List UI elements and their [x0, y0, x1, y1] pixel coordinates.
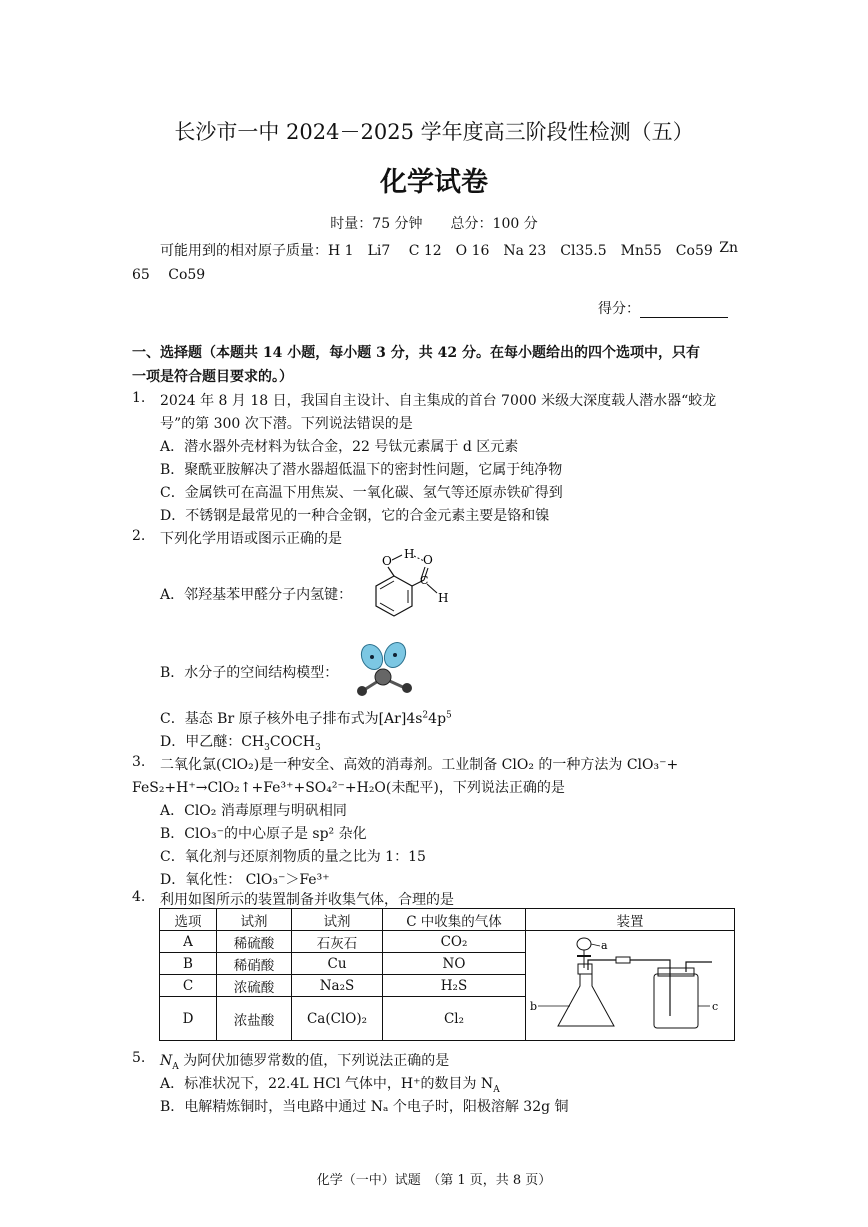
atomic-mass-right: Zn: [719, 240, 738, 256]
water-molecule-model: [350, 640, 420, 700]
table-cell: A: [160, 931, 217, 953]
table-cell: B: [160, 953, 217, 975]
q2-option-d-text: D．甲乙醚：CH: [160, 734, 265, 750]
q3-stem-cont: FeS₂+H⁺→ClO₂↑+Fe³⁺+SO₄²⁻+H₂O(未配平)，下列说法正确的是: [132, 780, 565, 796]
q2-option-c-mid: 4p: [428, 711, 447, 727]
q3-option-c: C．氧化剂与还原剂物质的量之比为 1：15: [160, 849, 426, 865]
label-c: c: [712, 999, 719, 1013]
q1-option-d: D．不锈钢是最常见的一种合金钢，它的合金元素主要是铬和镍: [160, 508, 550, 524]
score-blank[interactable]: [640, 303, 728, 318]
q5-option-b: B．电解精炼铜时，当电路中通过 Nₐ 个电子时，阳极溶解 32g 铜: [160, 1099, 569, 1115]
q1-option-b: B．聚酰亚胺解决了潜水器超低温下的密封性问题，它属于纯净物: [160, 462, 563, 478]
table-header: C 中收集的气体: [383, 909, 526, 931]
time-score-line: 时量：75 分钟 总分：100 分: [330, 216, 538, 232]
q2-option-d: [160, 731, 321, 753]
table-cell: D: [160, 997, 217, 1041]
table-cell: Na₂S: [292, 975, 383, 997]
table-row: [160, 931, 735, 953]
q1-stem-cont: 号”的第 300 次下潜。下列说法错误的是: [160, 416, 413, 432]
atomic-mass-line-2: 65 Co59: [132, 267, 206, 283]
q3-number: 3.: [132, 754, 146, 770]
q1-number: 1.: [132, 390, 146, 406]
q1-option-a: A．潜水器外壳材料为钛合金，22 号钛元素属于 d 区元素: [160, 439, 519, 455]
table-cell: Cu: [292, 953, 383, 975]
score-label: 得分：: [598, 301, 640, 317]
label-a: a: [601, 938, 608, 952]
gas-apparatus-diagram: [530, 934, 730, 1038]
q5-option-a-text: A．标准状况下，22.4L HCl 气体中，H⁺的数目为 N: [160, 1076, 494, 1092]
table-header: 试剂: [217, 909, 292, 931]
q2-option-c-sup2: 5: [446, 710, 452, 721]
q2-option-b: B．水分子的空间结构模型：: [160, 665, 339, 681]
q3-stem: 二氧化氯(ClO₂)是一种安全、高效的消毒剂。工业制备 ClO₂ 的一种方法为 ClO₃⁻+: [160, 757, 679, 773]
section-heading: 一、选择题（本题共 14 小题，每小题 3 分，共 42 分。在每小题给出的四个选项中，只有: [132, 345, 700, 361]
table-cell: 浓盐酸: [217, 997, 292, 1041]
table-header: 装置: [526, 909, 735, 931]
score-field[interactable]: [598, 298, 728, 318]
table-cell: 浓硫酸: [217, 975, 292, 997]
atom-label-c: C: [420, 574, 429, 587]
table-cell: C: [160, 975, 217, 997]
q2-option-c: [160, 708, 452, 728]
table-header-row: [160, 909, 735, 931]
table-cell: H₂S: [383, 975, 526, 997]
table-cell: Ca(ClO)₂: [292, 997, 383, 1041]
section-heading-cont: 一项是符合题目要求的。）: [132, 369, 293, 385]
apparatus-cell: [526, 931, 735, 1041]
q3-option-a: A．ClO₂ 消毒原理与明矾相同: [160, 803, 347, 819]
q5-na-symbol: N: [160, 1053, 173, 1069]
q2-option-c-text: C．基态 Br 原子核外电子排布式为[Ar]4s: [160, 711, 423, 727]
q2-option-d-mid: COCH: [269, 734, 316, 750]
q4-number: 4.: [132, 889, 146, 905]
table-cell: CO₂: [383, 931, 526, 953]
q3-option-d: D．氧化性： ClO₃⁻＞Fe³⁺: [160, 872, 330, 888]
q2-option-c-sup1: 2: [422, 710, 429, 721]
q3-option-b: B．ClO₃⁻的中心原子是 sp² 杂化: [160, 826, 367, 842]
atom-label-o2: O: [423, 553, 433, 567]
q1-option-c: C．金属铁可在高温下用焦炭、一氧化碳、氢气等还原赤铁矿得到: [160, 485, 563, 501]
q5-number: 5.: [132, 1050, 146, 1066]
q4-table: [159, 908, 735, 1041]
q5-stem: [160, 1050, 449, 1072]
salicylaldehyde-structure: [360, 546, 470, 626]
label-b: b: [530, 999, 538, 1013]
q2-option-a: A．邻羟基苯甲醛分子内氢键：: [160, 587, 353, 603]
table-cell: 石灰石: [292, 931, 383, 953]
table-cell: NO: [383, 953, 526, 975]
table-cell: 稀硝酸: [217, 953, 292, 975]
subject-title: 化学试卷: [380, 167, 488, 198]
atomic-mass-line-1: [160, 240, 738, 260]
q1-stem: 2024 年 8 月 18 日，我国自主设计、自主集成的首台 7000 米级大深度载人潜水器“蛟龙: [160, 393, 717, 409]
table-cell: Cl₂: [383, 997, 526, 1041]
q2-option-d-sub1: 3: [264, 742, 270, 753]
atom-label-h1: H: [404, 547, 415, 561]
atom-label-o1: O: [382, 554, 392, 568]
table-header: 选项: [160, 909, 217, 931]
exam-title: 长沙市一中 2024－2025 学年度高三阶段性检测（五）: [174, 120, 694, 144]
atom-label-h2: H: [438, 591, 449, 605]
q2-number: 2.: [132, 528, 146, 544]
q5-na-sub: A: [172, 1061, 179, 1072]
table-header: 试剂: [292, 909, 383, 931]
q5-stem-text: 为阿伏加德罗常数的值，下列说法正确的是: [178, 1053, 450, 1069]
page-footer: 化学（一中）试题 （第 1 页，共 8 页）: [316, 1173, 552, 1188]
q5-option-a-sub: A: [493, 1084, 500, 1095]
table-cell: 稀硫酸: [217, 931, 292, 953]
q2-stem: 下列化学用语或图示正确的是: [160, 531, 342, 547]
atomic-mass-left: 可能用到的相对原子质量：H 1 Li7 C 12 O 16 Na 23 Cl35.5 Mn55 Co59: [160, 243, 713, 259]
q4-stem: 利用如图所示的装置制备并收集气体，合理的是: [160, 892, 454, 908]
q2-option-d-sub2: 3: [315, 742, 321, 753]
q5-option-a: [160, 1073, 500, 1095]
